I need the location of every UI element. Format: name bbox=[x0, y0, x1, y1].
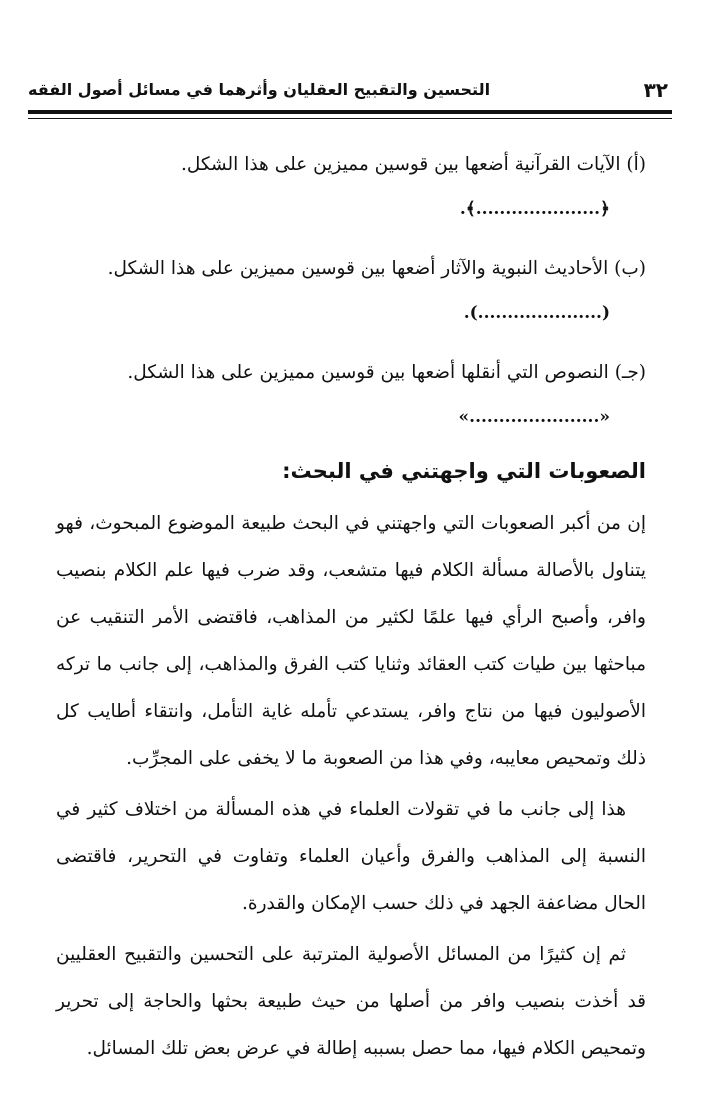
paragraph-1: إن من أكبر الصعوبات التي واجهتني في البحث طبيعة الموضوع المبحوث، فهو يتناول بالأصالة مسألة الكلام فيها متشعب، وقد ضرب فيها علم الكلام بنصيب وافر، وأصبح الرأي فيها علمًا لكثير من المذاهب، فاقتضى الأمر التنقيب عن مباحثها بين طيات كتب العقائد وثنايا كتب الفرق والمذاهب، إلى جانب ما تركه الأصوليون فيها من نتاج وافر، يستدعي تأمله غاية التأمل، وانتقاء أطايب كل ذلك وتمحيص معايبه، وفي هذا من الصعوبة ما لا يخفى على المجرِّب. bbox=[56, 513, 646, 769]
section-heading: الصعوبات التي واجهتني في البحث: bbox=[282, 459, 646, 483]
running-title: التحسين والتقبيح العقليان وأثرهما في مسائل أصول الفقه bbox=[28, 80, 491, 99]
list-item-a: (أ) الآيات القرآنية أضعها بين قوسين مميزين على هذا الشكل. bbox=[180, 154, 646, 175]
sample-hadith-brackets: (.....................). bbox=[463, 303, 610, 323]
list-item-c: (جـ) النصوص التي أنقلها أضعها بين قوسين مميزين على هذا الشكل. bbox=[127, 362, 646, 383]
header-rule-thin bbox=[28, 118, 672, 119]
paragraph-2: هذا إلى جانب ما في تقولات العلماء في هذه المسألة من اختلاف كثير في النسبة إلى المذاهب والفرق وأعيان العلماء وتفاوت في التحرير، فاقتضى الحال مضاعفة الجهد في ذلك حسب الإمكان والقدرة. bbox=[56, 799, 646, 914]
page-number: ٣٢ bbox=[643, 78, 668, 102]
running-header bbox=[28, 76, 672, 106]
sample-quran-brackets: ﴿.....................﴾. bbox=[459, 199, 610, 219]
paragraph-3: ثم إن كثيرًا من المسائل الأصولية المترتبة على التحسين والتقبيح العقليين قد أخذت بنصيب وافر من أصلها من حيث طبيعة بحثها والحاجة إلى تحرير وتمحيص الكلام فيها، مما حصل بسببه إطالة في عرض بعض تلك المسائل. bbox=[56, 944, 646, 1059]
header-rule-thick bbox=[28, 110, 672, 114]
sample-quote-brackets: «......................» bbox=[458, 407, 610, 427]
page-body bbox=[56, 148, 646, 1072]
list-item-b: (ب) الأحاديث النبوية والآثار أضعها بين قوسين مميزين على هذا الشكل. bbox=[107, 258, 646, 279]
